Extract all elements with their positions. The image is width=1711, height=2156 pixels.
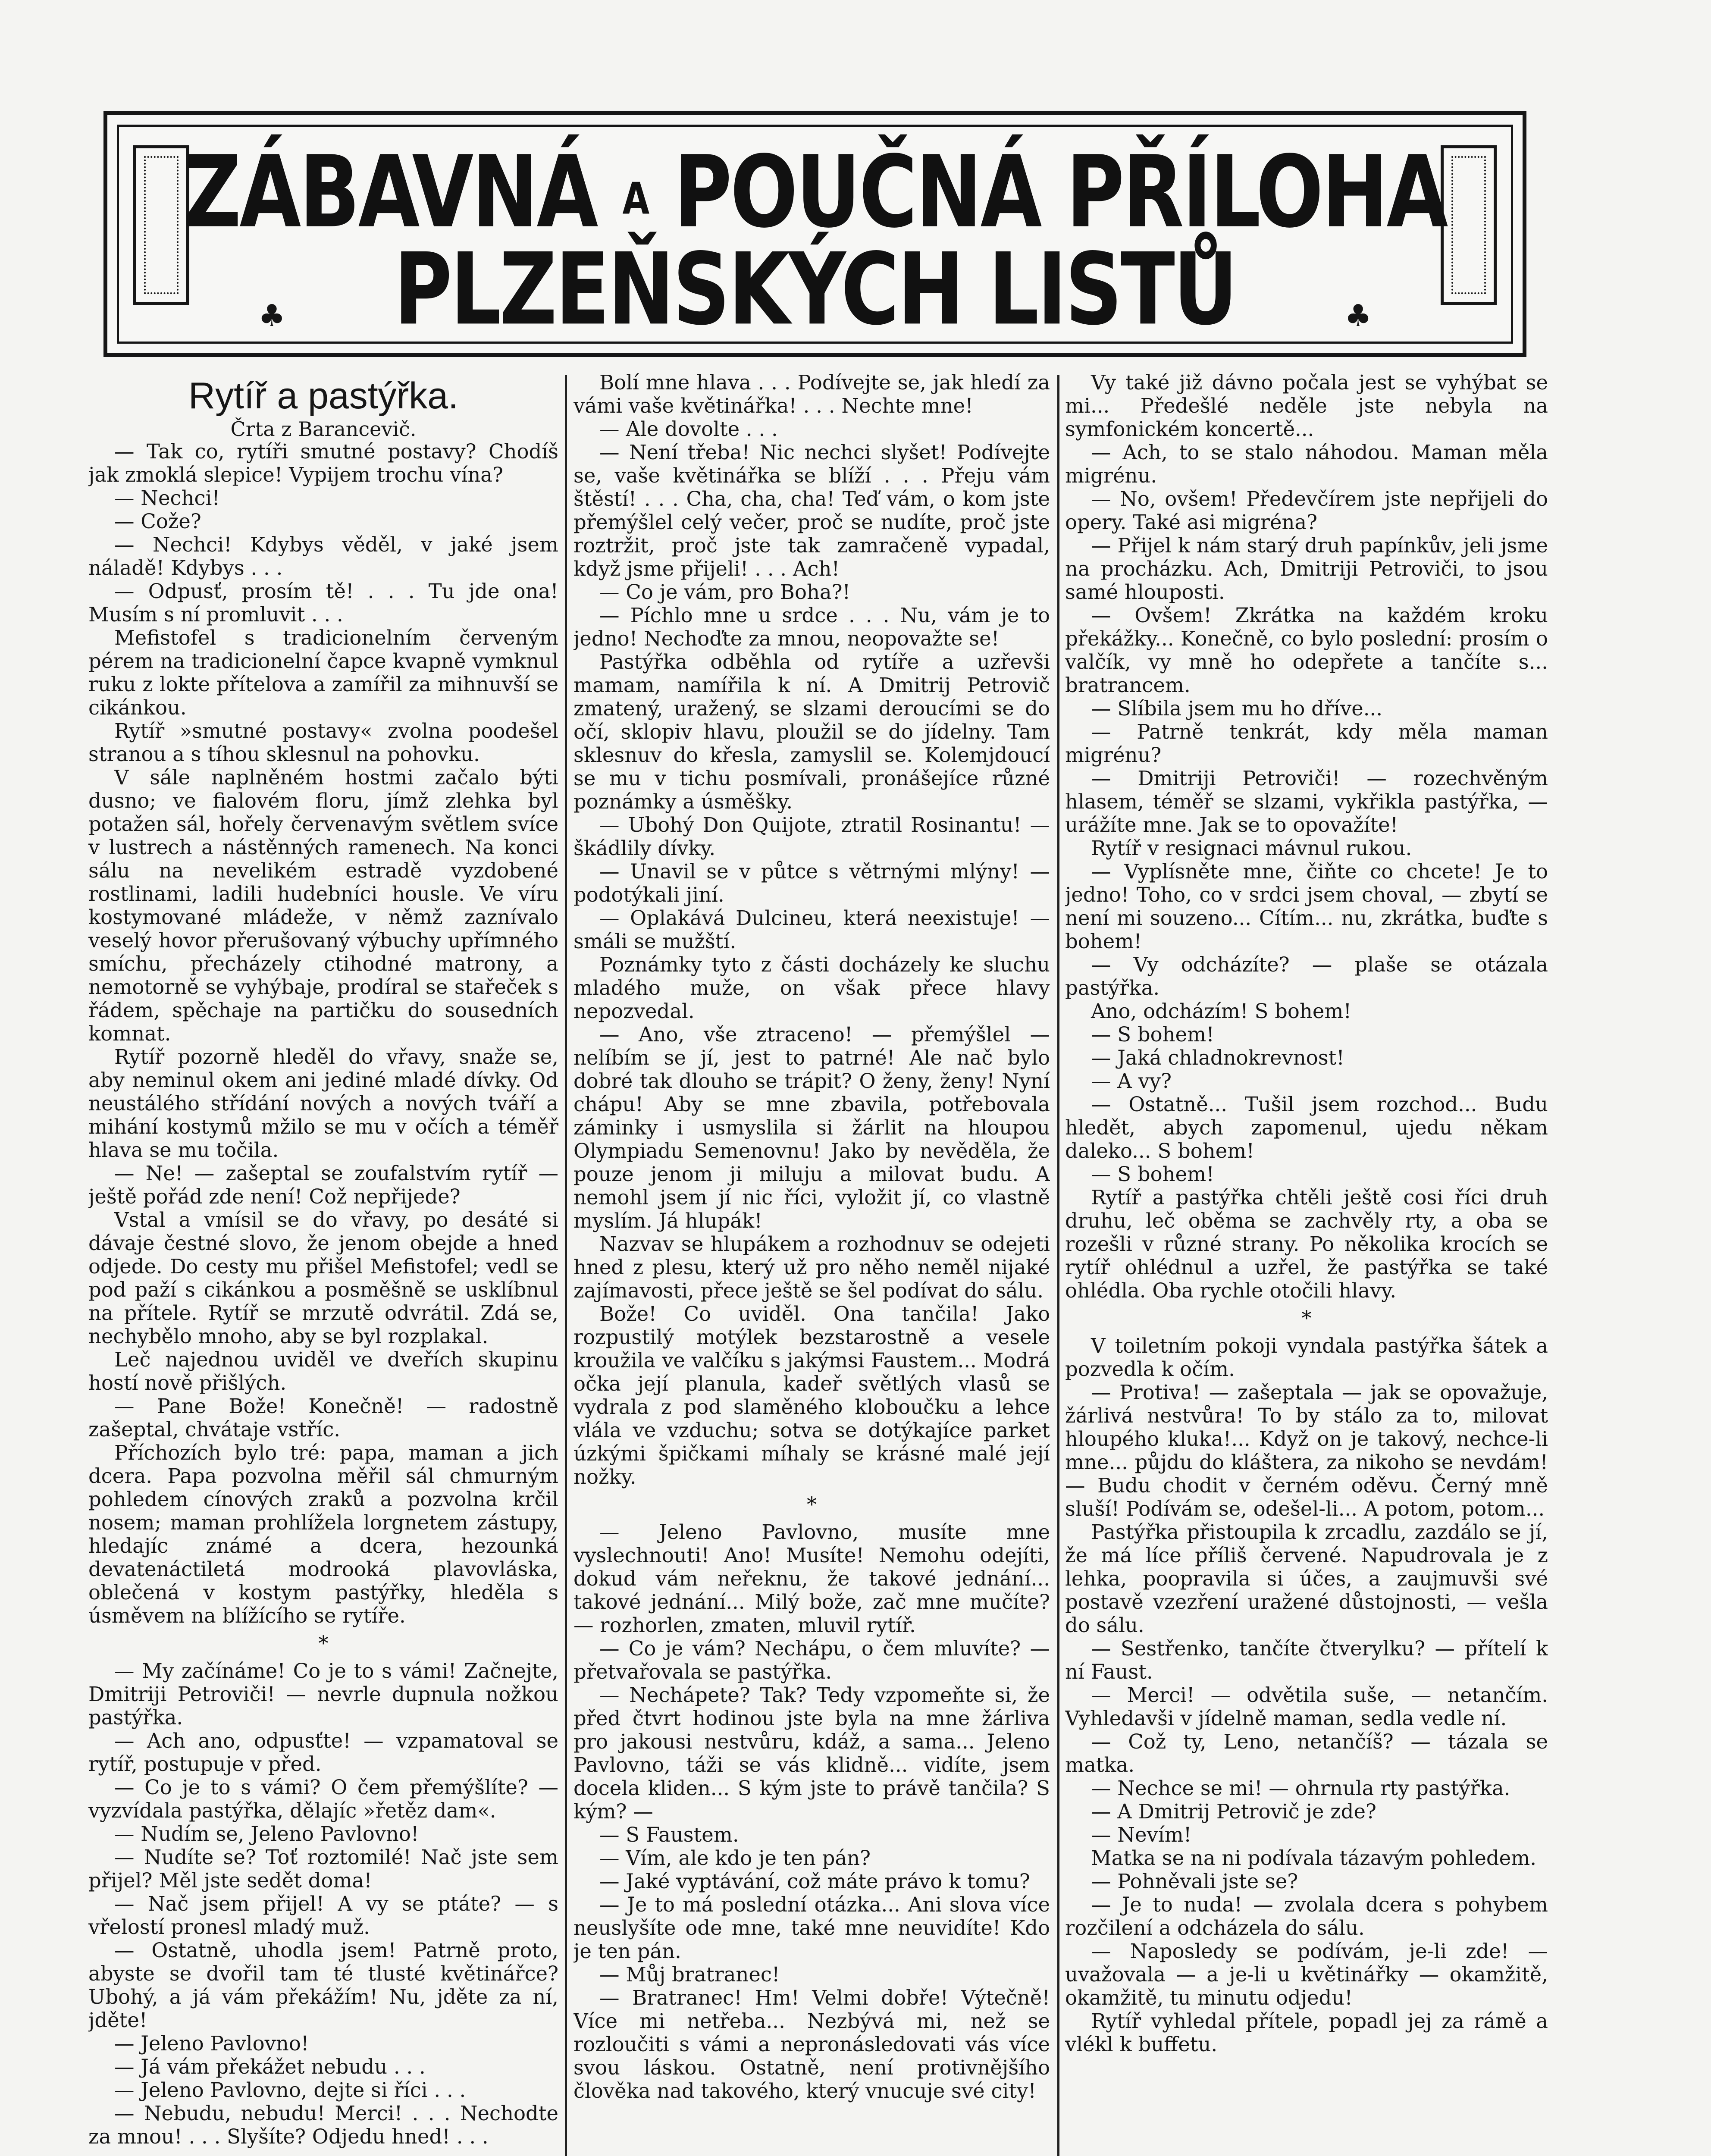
paragraph: — Je to má poslední otázka... Ani slova více neuslyšíte ode mne, také mne neuvidíte! Kdo je ten pán. bbox=[573, 1893, 1050, 1963]
paragraph: — A vy? bbox=[1091, 1069, 1172, 1093]
paragraph: Rytíř a pastýřka chtěli ještě cosi říci druh druhu, leč oběma se zachvěly rty, a oba se rozešli v různé strany. Po několika krocích se rytíř ohlédnul a uzřel, že pastýřka se také ohlédla. Oba rychle otočili hlavy. bbox=[1065, 1186, 1548, 1302]
paragraph: — A Dmitrij Petrovič je zde? bbox=[1091, 1800, 1376, 1823]
section-separator: * bbox=[318, 1632, 329, 1655]
paragraph: — Cože? bbox=[114, 510, 201, 533]
paragraph: Rytíř vyhledal přítele, popadl jej za rámě a vlékl k buffetu. bbox=[1065, 2009, 1548, 2056]
paragraph: — Unavil se v půtce s větrnými mlýny! — podotýkali jiní. bbox=[573, 860, 1050, 906]
paragraph: Vy také již dávno počala jest se vyhýbat se mi... Předešlé neděle jste nebyla na symfonickém koncertě... bbox=[1065, 371, 1548, 441]
paragraph: Matka se na ni podívala tázavým pohledem. bbox=[1091, 1846, 1536, 1870]
paragraph: — Ach, to se stalo náhodou. Maman měla migrénu. bbox=[1065, 441, 1548, 487]
paragraph: — Vyplísněte mne, čiňte co chcete! Je to jedno! Toho, co v srdci jsem choval, — zbytí se není mi souzeno... Cítím... nu, zkrátka, buďte s bohem! bbox=[1065, 860, 1548, 953]
club-ornament-left-icon: ♣ bbox=[258, 298, 285, 333]
paragraph: — Můj bratranec! bbox=[599, 1963, 780, 1986]
paragraph: — Nudíte se? Toť roztomilé! Nač jste sem přijel? Měl jste sedět doma! bbox=[88, 1846, 558, 1892]
paragraph: — Ale dovolte . . . bbox=[599, 417, 778, 441]
paragraph: — Ovšem! Zkrátka na každém kroku překážky... Konečně, co bylo poslední: prosím o valčík, vy mně ho odepřete a tančíte s... bratrancem. bbox=[1065, 604, 1548, 697]
paragraph: Bolí mne hlava . . . Podívejte se, jak hledí za vámi vaše květinářka! . . . Nechte mne! bbox=[573, 371, 1050, 417]
paragraph: Rytíř v resignaci mávnul rukou. bbox=[1091, 837, 1412, 860]
paragraph: Příchozích bylo tré: papa, maman a jich dcera. Papa pozvolna měřil sál chmurným pohledem cínových zraků a pozvolna krčil nosem; maman prohlížela lorgnetem zástupy, hledajíc známé a dcera, hezounká devatenáctiletá modrooká plavovláska, oblečená v kostym pastýřky, hleděla s úsměvem na blížícího se rytíře. bbox=[88, 1441, 558, 1627]
paragraph: — Jaká chladnokrevnost! bbox=[1091, 1046, 1344, 1069]
paragraph: — Co je vám? Nechápu, o čem mluvíte? — přetvařovala se pastýřka. bbox=[573, 1637, 1050, 1683]
paragraph: — Pane Bože! Konečně! — radostně zašeptal, chvátaje vstříc. bbox=[88, 1395, 558, 1441]
masthead-word-2: POUČNÁ PŘÍLOHA bbox=[674, 135, 1447, 250]
paragraph: — Sestřenko, tančíte čtverylku? — přítelí k ní Faust. bbox=[1065, 1637, 1548, 1683]
paragraph: Vstal a vmísil se do vřavy, po desáté si dávaje čestné slovo, že jenom obejde a hned odjede. Do cesty mu přišel Mefistofel; vedl se pod paží s cikánkou a posměšně se usklíbnul na přítele. Rytíř se mrzutě odvrátil. Zdá se, nechybělo mnoho, aby se byl rozplakal. bbox=[88, 1208, 558, 1348]
section-separator: * bbox=[806, 1493, 817, 1516]
paragraph: — Co je to s vámi? O čem přemýšlíte? — vyzvídala pastýřka, dělajíc »řetěz dam«. bbox=[88, 1776, 558, 1822]
masthead bbox=[103, 111, 1526, 357]
club-ornament-right-icon: ♣ bbox=[1344, 298, 1372, 333]
paragraph: Rytíř »smutné postavy« zvolna poodešel stranou a s tíhou sklesnul na pohovku. bbox=[88, 719, 558, 766]
paragraph: — No, ovšem! Předevčírem jste nepřijeli do opery. Také asi migréna? bbox=[1065, 487, 1548, 534]
paragraph: — Merci! — odvětila suše, — netančím. Vyhledavši v jídelně maman, sedla vedle ní. bbox=[1065, 1683, 1548, 1730]
paragraph: Pastýřka odběhla od rytíře a uzřevši mamam, namířila k ní. A Dmitrij Petrovič zmatený, uražený, se slzami deroucími se do očí, sklopiv hlavu, ploužil se do jídelny. Tam sklesnuv do křesla, zamyslil se. Kolemjdoucí se mu v tichu posmívali, pronášejíce různé poznámky a úsměšky. bbox=[573, 650, 1050, 813]
paragraph: — Je to nuda! — zvolala dcera s pohybem rozčilení a odcházela do sálu. bbox=[1065, 1893, 1548, 1940]
paragraph: Rytíř pozorně hleděl do vřavy, snaže se, aby neminul okem ani jediné mladé dívky. Od neustálého střídání nových a nových tváří a mihání kostymů mžilo se mu v očích a téměř hlava se mu točila. bbox=[88, 1045, 558, 1162]
paragraph: — Bratranec! Hm! Velmi dobře! Výtečně! Více mi netřeba... Nezbývá mi, než se rozloučiti s vámi a nepronásledovati vás více svou láskou. Ostatně, není protivnějšího člověka nad takového, který vnucuje své city! bbox=[573, 1986, 1050, 2103]
paragraph: — Co je vám, pro Boha?! bbox=[599, 580, 851, 604]
paragraph: — Slíbila jsem mu ho dříve... bbox=[1091, 697, 1383, 720]
paragraph: Ano, odcházím! S bohem! bbox=[1091, 1000, 1352, 1023]
paragraph: Pastýřka přistoupila k zrcadlu, zazdálo se jí, že má líce příliš červené. Napudrovala je z lehka, poopravila si účes, a zaujmuvši své postavě vzezření uražené důstojnosti, — vešla do sálu. bbox=[1065, 1520, 1548, 1637]
paragraph: — Ostatně, uhodla jsem! Patrně proto, abyste se dvořil tam té tlusté květinářce? Ubohý, a já vám překážím! Nu, jděte za ní, jděte! bbox=[88, 1939, 558, 2032]
paragraph: — Tak co, rytíři smutné postavy? Chodíš jak zmoklá slepice! Vypijem trochu vína? bbox=[88, 440, 558, 486]
text-column-2 bbox=[573, 371, 1050, 2156]
paragraph: — Oplakává Dulcineu, která neexistuje! — smáli se mužští. bbox=[573, 906, 1050, 953]
paragraph: — Přijel k nám starý druh papínkův, jeli jsme na procházku. Ach, Dmitriji Petroviči, to jsou samé hlouposti. bbox=[1065, 534, 1548, 604]
paragraph: — Nebudu, nebudu! Merci! . . . Nechodte za mnou! . . . Slyšíte? Odjedu hned! . . . bbox=[88, 2102, 558, 2148]
paragraph: — Ne! — zašeptal se zoufalstvím rytíř — ještě pořád zde není! Což nepřijede? bbox=[88, 1162, 558, 1208]
paragraph: — Jeleno Pavlovno, musíte mne vyslechnouti! Ano! Musíte! Nemohu odejíti, dokud vám neřeknu, že takové jednání... takové jednání... Milý bože, zač mne mučíte? — rozhorlen, zmaten, mluvil rytíř. bbox=[573, 1520, 1050, 1637]
text-column-3 bbox=[1065, 371, 1548, 2156]
paragraph: — Naposledy se podívám, je-li zde! — uvažovala — a je-li u květinářky — okamžitě, okamžitě, tu minutu odjedu! bbox=[1065, 1940, 1548, 2009]
paragraph: — Není třeba! Nic nechci slyšet! Podívejte se, vaše květinářka se blíží . . . Přeju vám štěstí! . . . Cha, cha, cha! Teď vám, o kom jste přemýšlel celý večer, proč se nudíte, proč jste roztržit, proč jste tak zamračeně vypadal, když jsme přijeli! . . . Ach! bbox=[573, 441, 1050, 580]
paragraph: — Nechci! bbox=[114, 486, 220, 510]
paragraph: Nazvav se hlupákem a rozhodnuv se odejeti hned z plesu, který už pro něho neměl nijaké zajímavosti, přece ještě se šel podívat do sálu. bbox=[573, 1232, 1050, 1302]
masthead-word-1: ZÁBAVNÁ bbox=[183, 135, 597, 250]
article-title: Rytíř a pastýřka. bbox=[188, 375, 459, 417]
paragraph: Mefistofel s tradicionelním červeným pérem na tradicionelní čapce kvapně vymknul ruku z lokte přítelova a zamířil za mihnuvší se cikánkou. bbox=[88, 626, 558, 719]
paragraph: — Nechápete? Tak? Tedy vzpomeňte si, že před čtvrt hodinou jste byla na mne žárliva pro jakousi nestvůru, kdáž, a sama... Jeleno Pavlovno, táži se vás klidně... vidíte, jsem docela kliden... S kým jste to právě tančila? S kým? — bbox=[573, 1683, 1050, 1823]
section-separator: * bbox=[1301, 1307, 1312, 1330]
paragraph: — Jeleno Pavlovno, dejte si říci . . . bbox=[114, 2078, 466, 2102]
paragraph: — S bohem! bbox=[1091, 1023, 1214, 1046]
paragraph: — Ubohý Don Quijote, ztratil Rosinantu! — škádlily dívky. bbox=[573, 813, 1050, 860]
paragraph: — My začínáme! Co je to s vámi! Začnejte, Dmitriji Petroviči! — nevrle dupnula nožkou pastýřka. bbox=[88, 1659, 558, 1729]
paragraph: Poznámky tyto z části docházely ke sluchu mladého muže, on však přece hlavy nepozvedal. bbox=[573, 953, 1050, 1023]
paragraph: — Jeleno Pavlovno! bbox=[114, 2032, 309, 2055]
paragraph: — Nechce se mi! — ohrnula rty pastýřka. bbox=[1091, 1777, 1510, 1800]
masthead-conjunction: A bbox=[622, 173, 648, 224]
paragraph: — Nač jsem přijel! A vy se ptáte? — s vřelostí pronesl mladý muž. bbox=[88, 1892, 558, 1939]
paragraph: — Což ty, Leno, netančíš? — tázala se matka. bbox=[1065, 1730, 1548, 1777]
article-subtitle: Črta z Barancevič. bbox=[230, 417, 417, 441]
paragraph: — Pohněvali jste se? bbox=[1091, 1870, 1298, 1893]
paragraph: — S bohem! bbox=[1091, 1163, 1214, 1186]
paragraph: — Nevím! bbox=[1091, 1823, 1192, 1846]
paragraph: — Nudím se, Jeleno Pavlovno! bbox=[114, 1822, 419, 1846]
text-column-1 bbox=[88, 440, 558, 2156]
paragraph: — Vím, ale kdo je ten pán? bbox=[599, 1846, 871, 1870]
paragraph: — Jaké vyptávání, což máte právo k tomu? bbox=[599, 1870, 1030, 1893]
paragraph: — Dmitriji Petroviči! — rozechvěným hlasem, téměř se slzami, vykřikla pastýřka, — urážíte mne. Jak se to opovažíte! bbox=[1065, 767, 1548, 837]
paragraph: — Patrně tenkrát, kdy měla maman migrénu? bbox=[1065, 720, 1548, 767]
paragraph: Leč najednou uviděl ve dveřích skupinu hostí nově přišlých. bbox=[88, 1348, 558, 1395]
paragraph: — Nechci! Kdybys věděl, v jaké jsem náladě! Kdybys . . . bbox=[88, 533, 558, 580]
paragraph: — S Faustem. bbox=[599, 1823, 739, 1846]
paragraph: — Já vám překážet nebudu . . . bbox=[114, 2055, 426, 2078]
paragraph: V sále naplněném hostmi začalo býti dusno; ve fialovém floru, jímž zlehka byl potažen sál, hořely červenavým světlem svíce v lustrech a nástěnných ramenech. Na konci sálu na nevelikém estradě vyzdobené rostlinami, ladili hudebníci housle. Ve víru kostymované mládeže, v němž zaznívalo veselý hovor přerušovaný výbuchy upřímného smíchu, přecházely ctihodné matrony, a nemotorně se vyhýbaje, prodíral se stařeček s řádem, spěchaje na partičku do sousedních komnat. bbox=[88, 766, 558, 1045]
paragraph: — Ach ano, odpusťte! — vzpamatoval se rytíř, postupuje v před. bbox=[88, 1729, 558, 1776]
paragraph: Bože! Co uviděl. Ona tančila! Jako rozpustilý motýlek bezstarostně a vesele kroužila ve valčíku s jakýmsi Faustem... Modrá očka její planula, kadeř světlých vlasů se vydrala z pod slaměného kloboučku a lehce vlála ve vzduchu; sotva se dotýkajíce parket úzkými špičkami míhaly se krásné malé její nožky. bbox=[573, 1302, 1050, 1489]
paragraph: V toiletním pokoji vyndala pastýřka šátek a pozvedla k očím. bbox=[1065, 1334, 1548, 1381]
paragraph: — Ano, vše ztraceno! — přemýšlel — nelíbím se jí, jest to patrné! Ale nač bylo dobré tak dlouho se trápit? O ženy, ženy! Nyní chápu! Aby se mne zbavila, potřebovala záminky i usmyslila si žárlit na hloupou Olympiadu Semenovnu! Jako by nevěděla, že pouze jenom ji miluju a milovat budu. A nemohl jsem jí nic říci, vyložit jí, co vlastně myslím. Já hlupák! bbox=[573, 1023, 1050, 1232]
column-divider-2 bbox=[1057, 375, 1059, 2156]
column-divider-1 bbox=[565, 375, 567, 2156]
paragraph: — Vy odcházíte? — plaše se otázala pastýřka. bbox=[1065, 953, 1548, 1000]
paragraph: — Píchlo mne u srdce . . . Nu, vám je to jedno! Nechoďte za mnou, neopovažte se! bbox=[573, 604, 1050, 650]
masthead-title-line2: PLZEŇSKÝCH LISTŮ bbox=[394, 232, 1236, 348]
paragraph: — Ostatně... Tušil jsem rozchod... Budu hledět, abych zapomenul, ujedu někam daleko... S bohem! bbox=[1065, 1093, 1548, 1163]
paragraph: — Protiva! — zašeptala — jak se opovažuje, žárlivá nestvůra! To by stálo za to, milovat hloupého kluka!... Když on je takový, nechce-li mne... půjdu do kláštera, za nikoho se nevdám! — Budu chodit v černém oděvu. Černý mně sluší! Podívám se, odešel-li... A potom, potom... bbox=[1065, 1381, 1548, 1520]
paragraph: — Odpusť, prosím tě! . . . Tu jde ona! Musím s ní promluvit . . . bbox=[88, 580, 558, 626]
